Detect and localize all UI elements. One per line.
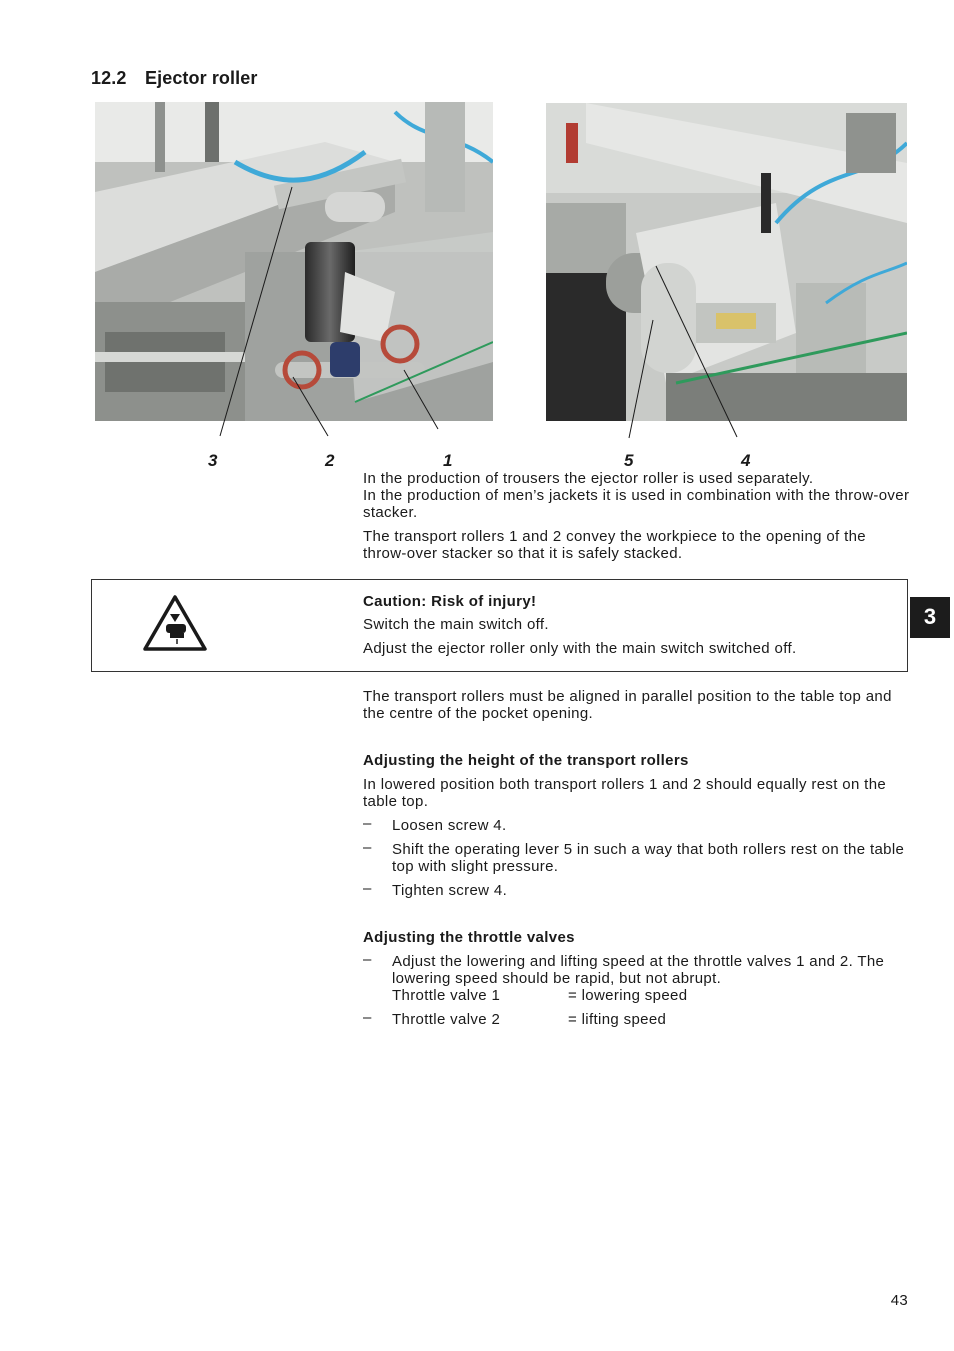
chapter-tab: 3	[910, 597, 950, 638]
height-step-3-text: Tighten screw 4.	[392, 882, 508, 899]
callout-1: 1	[443, 451, 453, 470]
section-heading	[91, 68, 257, 89]
height-step-2-text: Shift the operating lever 5 in such a way that both rollers rest on the table top with slight pressure.	[392, 841, 905, 875]
height-step-1-text: Loosen screw 4.	[392, 817, 507, 834]
intro-line-2: In the production of men’s jackets it is used in combination with the throw-over stacker.	[363, 487, 910, 521]
dash-bullet: –	[363, 951, 372, 968]
callout-4: 4	[741, 451, 751, 470]
hand-injury-warning-icon	[142, 594, 208, 652]
alignment-paragraph: The transport rollers must be aligned in parallel position to the table top and the centre of the pocket opening.	[363, 688, 892, 722]
throttle-row-2-value: = lifting speed	[568, 1011, 667, 1028]
height-step-2	[363, 841, 911, 875]
throttle-section	[363, 929, 911, 1028]
dash-bullet: –	[363, 1009, 372, 1026]
dash-bullet: –	[363, 839, 372, 856]
intro-paragraph-2: The transport rollers 1 and 2 convey the workpiece to the opening of the throw-over stacker so that it is safely stacked.	[363, 528, 866, 562]
throttle-step-1	[363, 953, 911, 1004]
intro-text	[363, 470, 911, 562]
ejector-roller-photo-right	[546, 103, 907, 421]
height-step-1	[363, 817, 911, 834]
height-section	[363, 752, 911, 899]
caution-line-2: Adjust the ejector roller only with the main switch switched off.	[363, 640, 797, 657]
height-intro: In lowered position both transport rollers 1 and 2 should equally rest on the table top.	[363, 776, 887, 810]
height-step-3	[363, 882, 911, 899]
dash-bullet: –	[363, 880, 372, 897]
throttle-step-2	[363, 1011, 911, 1028]
alignment-text	[363, 688, 911, 722]
section-title: Ejector roller	[145, 68, 258, 88]
throttle-title: Adjusting the throttle valves	[363, 929, 575, 946]
callout-3: 3	[208, 451, 218, 470]
ejector-roller-photo-left	[95, 102, 493, 421]
section-number: 12.2	[91, 68, 127, 88]
intro-line-1: In the production of trousers the ejector roller is used separately.	[363, 470, 814, 487]
callout-2: 2	[325, 451, 335, 470]
throttle-row-2-name: Throttle valve 2	[392, 1011, 501, 1028]
caution-line-1: Switch the main switch off.	[363, 616, 549, 633]
caution-text	[363, 593, 911, 657]
caution-title: Caution: Risk of injury!	[363, 593, 537, 610]
throttle-row-1-name: Throttle valve 1	[392, 987, 501, 1004]
throttle-row-1-value: = lowering speed	[568, 987, 688, 1004]
callout-5: 5	[624, 451, 634, 470]
height-title: Adjusting the height of the transport rollers	[363, 752, 689, 769]
dash-bullet: –	[363, 815, 372, 832]
throttle-step-1-text: Adjust the lowering and lifting speed at the throttle valves 1 and 2. The lowering speed should be rapid, but not abrupt.	[392, 953, 885, 987]
page-number: 43	[890, 1292, 908, 1309]
